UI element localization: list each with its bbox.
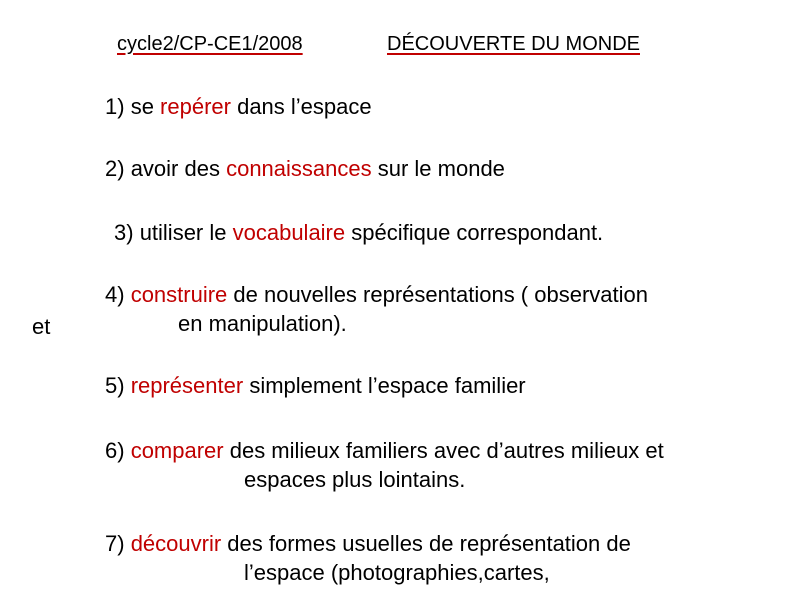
item-continuation: espaces plus lointains. [244,467,466,492]
item-continuation: en manipulation). [178,311,347,336]
item-text-after: sur le monde [371,156,505,181]
item-number: 6) [105,438,125,463]
objective-item-4 [105,280,648,338]
objective-item-3 [114,218,603,247]
objective-item-2 [105,154,505,183]
item-number: 7) [105,531,125,556]
item-text-before: avoir des [130,156,227,181]
item-text-before: utiliser le [139,220,233,245]
header-cycle: cycle2/CP-CE1/2008 [117,33,303,55]
item-number: 5) [105,373,125,398]
item-continuation: l’espace (photographies,cartes, [244,560,550,585]
side-label: et [32,314,51,339]
objective-item-6 [105,436,664,494]
item-number: 2) [105,156,125,181]
item-keyword: représenter [130,373,244,398]
item-keyword: vocabulaire [232,220,346,245]
item-text-after: dans l’espace [230,94,372,119]
item-text-after: spécifique correspondant. [345,220,604,245]
item-number: 4) [105,282,125,307]
header-title: DÉCOUVERTE DU MONDE [387,33,640,55]
item-text-before: se [130,94,161,119]
item-number: 3) [114,220,134,245]
objective-item-7 [105,529,631,587]
item-keyword: construire [130,282,228,307]
objective-item-5 [105,371,526,400]
item-keyword: repérer [160,94,231,119]
item-keyword: comparer [130,438,224,463]
item-text-after: simplement l’espace familier [243,373,526,398]
objective-item-1 [105,92,372,121]
item-number: 1) [105,94,125,119]
item-keyword: connaissances [226,156,372,181]
item-keyword: découvrir [130,531,222,556]
item-text-after: de nouvelles représentations ( observation [227,282,648,307]
item-text-after: des milieux familiers avec d’autres milieux et [223,438,664,463]
item-text-after: des formes usuelles de représentation de [221,531,631,556]
